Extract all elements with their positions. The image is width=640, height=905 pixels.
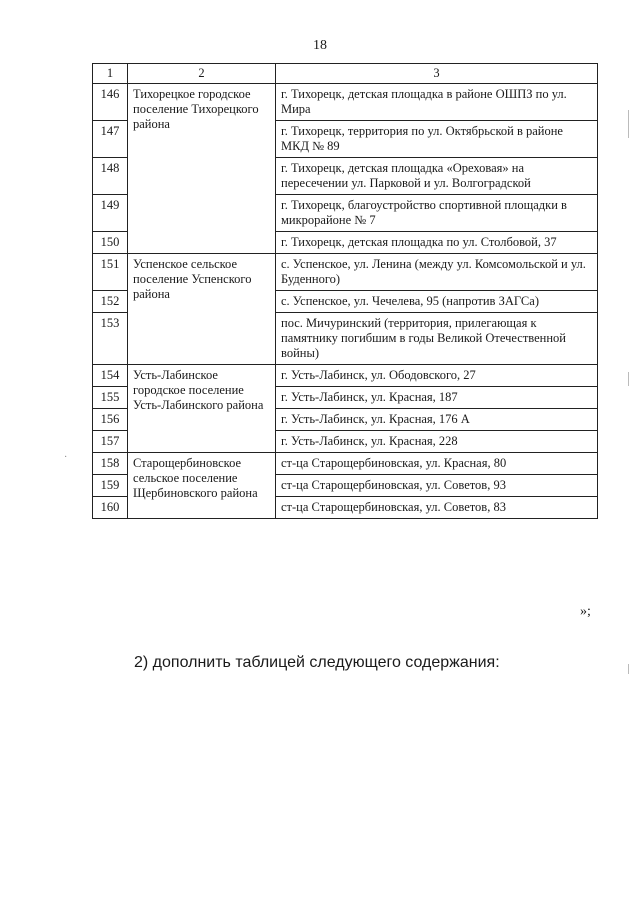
row-number: 158 xyxy=(93,453,128,475)
scan-margin-mark xyxy=(628,372,629,386)
instruction-text: 2) дополнить таблицей следующего содержания: xyxy=(134,654,500,671)
scan-edge-mark: · xyxy=(64,452,68,463)
settlement-name: Тихорецкое городское поселение Тихорецкого района xyxy=(128,84,276,254)
settlement-name: Усть-Лабинское городское поселение Усть-Лабинского района xyxy=(128,365,276,453)
address-cell: с. Успенское, ул. Чечелева, 95 (напротив ЗАГСа) xyxy=(276,291,598,313)
address-cell: г. Усть-Лабинск, ул. Красная, 187 xyxy=(276,387,598,409)
table-body xyxy=(93,84,598,519)
address-cell: г. Усть-Лабинск, ул. Красная, 228 xyxy=(276,431,598,453)
table-row xyxy=(93,84,598,121)
address-cell: г. Тихорецк, детская площадка «Ореховая» на пересечении ул. Парковой и ул. Волгоградской xyxy=(276,158,598,195)
address-cell: г. Усть-Лабинск, ул. Ободовского, 27 xyxy=(276,365,598,387)
address-cell: г. Усть-Лабинск, ул. Красная, 176 А xyxy=(276,409,598,431)
row-number: 147 xyxy=(93,121,128,158)
page-number: 18 xyxy=(313,38,327,53)
row-number: 152 xyxy=(93,291,128,313)
address-cell: г. Тихорецк, благоустройство спортивной площадки в микрорайоне № 7 xyxy=(276,195,598,232)
address-cell: ст-ца Старощербиновская, ул. Советов, 93 xyxy=(276,475,598,497)
row-number: 149 xyxy=(93,195,128,232)
column-header-2: 2 xyxy=(128,64,276,84)
closing-quote-mark: »; xyxy=(580,604,591,619)
row-number: 153 xyxy=(93,313,128,365)
row-number: 160 xyxy=(93,497,128,519)
scan-margin-mark xyxy=(628,664,629,674)
address-cell: пос. Мичуринский (территория, прилегающая к памятнику погибшим в годы Великой Отечественной войны) xyxy=(276,313,598,365)
settlement-name: Старощербиновское сельское поселение Щербиновского района xyxy=(128,453,276,519)
column-header-1: 1 xyxy=(93,64,128,84)
scan-margin-mark xyxy=(628,110,629,138)
row-number: 159 xyxy=(93,475,128,497)
row-number: 146 xyxy=(93,84,128,121)
row-number: 148 xyxy=(93,158,128,195)
address-cell: г. Тихорецк, детская площадка по ул. Столбовой, 37 xyxy=(276,232,598,254)
address-cell: г. Тихорецк, детская площадка в районе ОШПЗ по ул. Мира xyxy=(276,84,598,121)
column-header-3: 3 xyxy=(276,64,598,84)
address-cell: г. Тихорецк, территория по ул. Октябрьской в районе МКД № 89 xyxy=(276,121,598,158)
row-number: 155 xyxy=(93,387,128,409)
row-number: 156 xyxy=(93,409,128,431)
table-row xyxy=(93,453,598,475)
playgrounds-table xyxy=(92,63,598,519)
address-cell: с. Успенское, ул. Ленина (между ул. Комсомольской и ул. Буденного) xyxy=(276,254,598,291)
row-number: 151 xyxy=(93,254,128,291)
row-number: 154 xyxy=(93,365,128,387)
settlement-name: Успенское сельское поселение Успенского района xyxy=(128,254,276,365)
row-number: 157 xyxy=(93,431,128,453)
row-number: 150 xyxy=(93,232,128,254)
address-cell: ст-ца Старощербиновская, ул. Красная, 80 xyxy=(276,453,598,475)
table-row xyxy=(93,254,598,291)
table-header-row xyxy=(93,64,598,84)
table-row xyxy=(93,365,598,387)
address-cell: ст-ца Старощербиновская, ул. Советов, 83 xyxy=(276,497,598,519)
